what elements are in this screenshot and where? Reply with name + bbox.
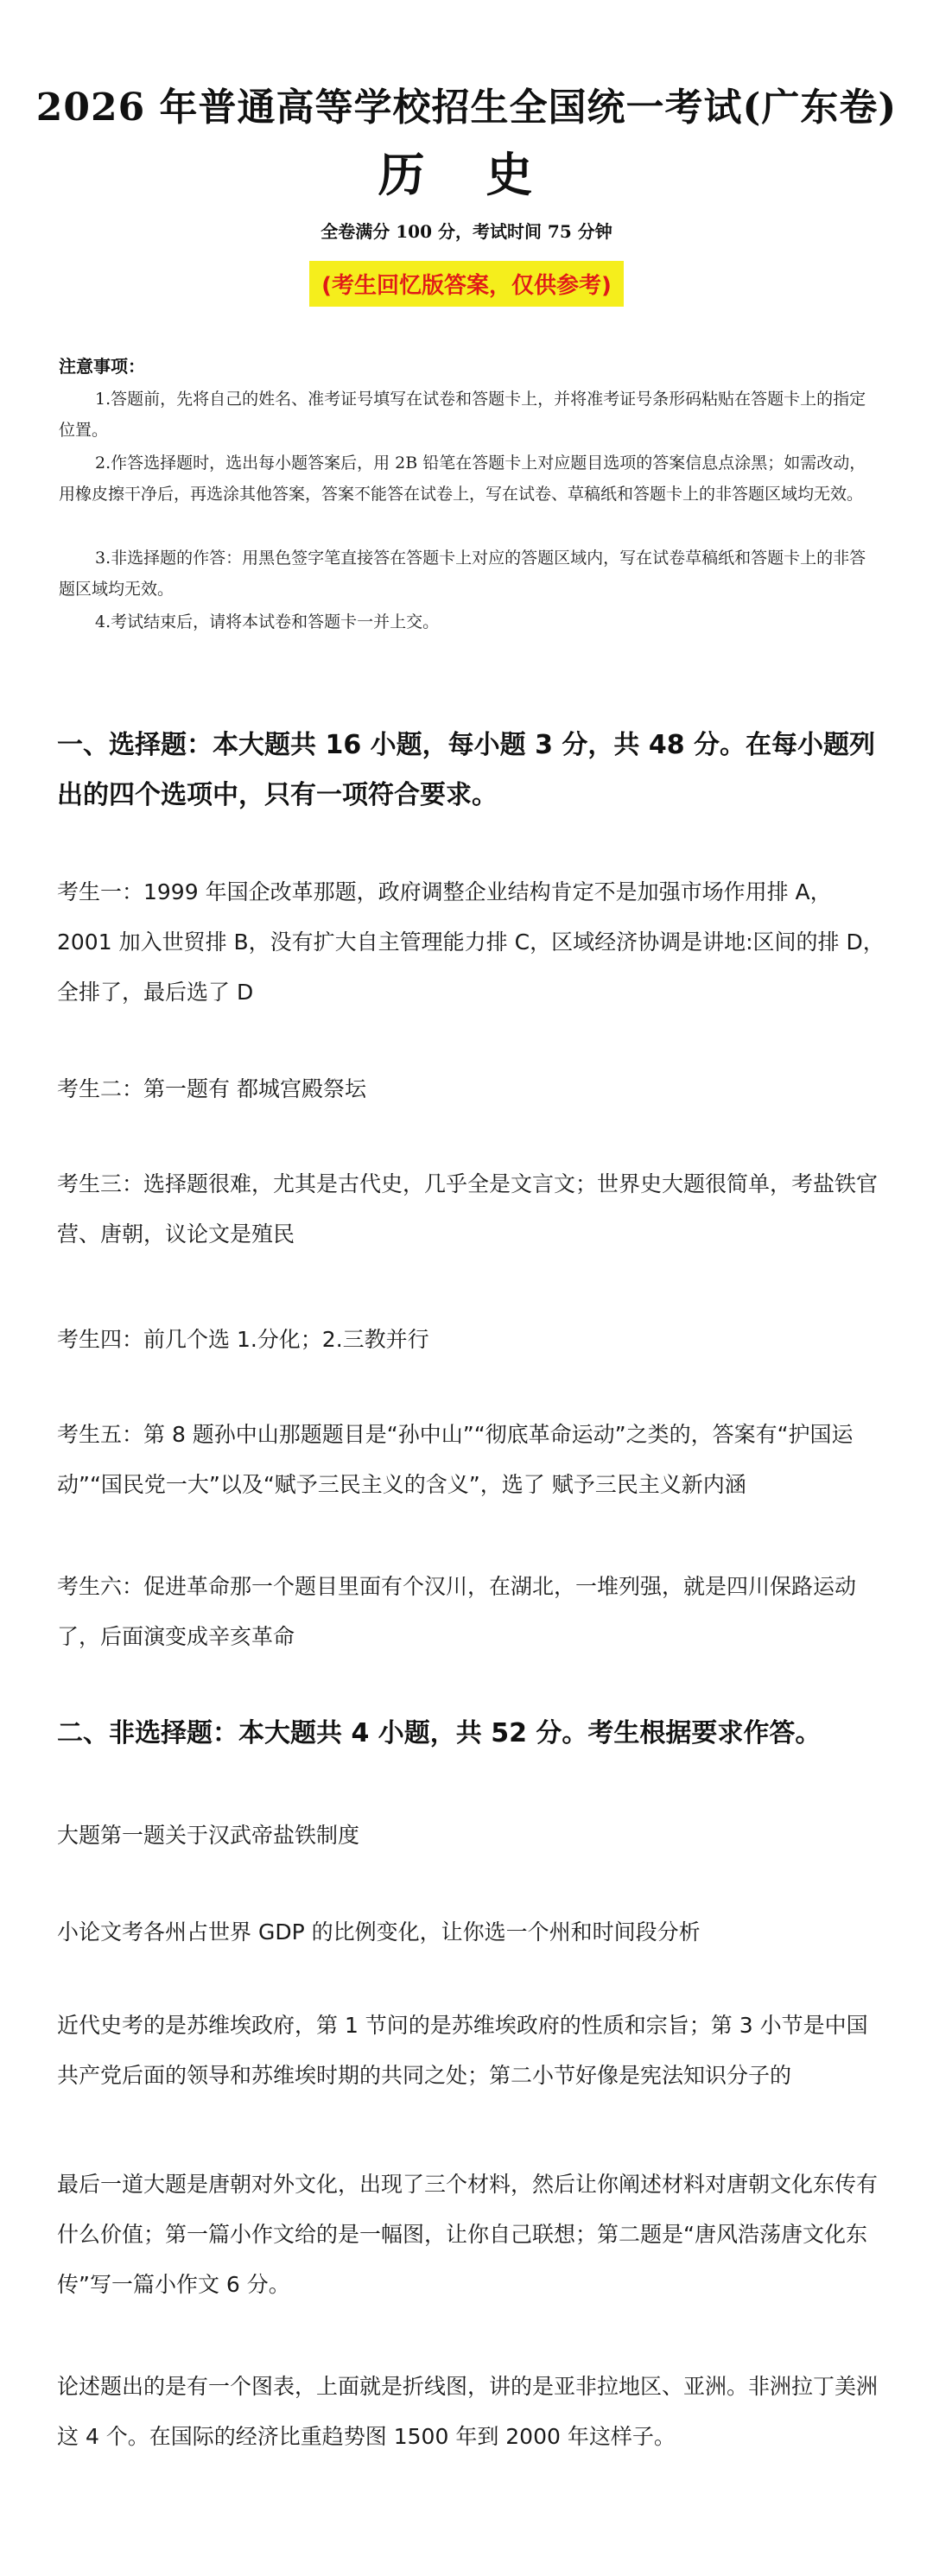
section-2-heading: 二、非选择题：本大题共 4 小题，共 52 分。考生根据要求作答。 <box>57 1718 822 1748</box>
note-item: 2.作答选择题时，选出每小题答案后，用 2B 铅笔在答题卡上对应题目选项的答案信息点涂黑；如需改动，用橡皮擦干净后，再选涂其他答案，答案不能答在试卷上，写在试卷、草稿纸和答题卡上的非答题区域均无效。 <box>59 454 866 504</box>
answer-item: 考生一：1999 年国企改革那题，政府调整企业结构肯定不是加强市场作用排 A，2001 加入世贸排 B，没有扩大自主管理能力排 C，区域经济协调是讲地:区间的排 D，全排了，最后选了 D <box>57 879 885 1005</box>
answer-item: 小论文考各州占世界 GDP 的比例变化，让你选一个州和时间段分析 <box>57 1919 701 1945</box>
answer-item: 最后一道大题是唐朝对外文化，出现了三个材料，然后让你阐述材料对唐朝文化东传有什么价值；第一篇小作文给的是一幅图，让你自己联想；第二题是“唐风浩荡唐文化东传”写一篇小作文 6 分。 <box>57 2172 879 2297</box>
answer-item: 考生四：前几个选 1.分化；2.三教并行 <box>57 1327 429 1352</box>
answer-item: 论述题出的是有一个图表，上面就是折线图，讲的是亚非拉地区、亚洲。非洲拉丁美洲这 4 个。在国际的经济比重趋势图 1500 年到 2000 年这样子。 <box>57 2374 879 2449</box>
answer-item: 考生六：促进革命那一个题目里面有个汉川，在湖北，一堆列强，就是四川保路运动了，后面演变成辛亥革命 <box>57 1574 857 1649</box>
score-line: 全卷满分 100 分，考试时间 75 分钟 <box>321 221 612 242</box>
exam-title: 2026 年普通高等学校招生全国统一考试(广东卷) <box>35 86 898 130</box>
answer-item: 考生五：第 8 题孙中山那题题目是“孙中山”“彻底革命运动”之类的，答案有“护国运动”“国民党一大”以及“赋予三民主义的含义”，选了 赋予三民主义新内涵 <box>57 1422 854 1497</box>
answer-item: 大题第一题关于汉武帝盐铁制度 <box>57 1823 360 1848</box>
note-item: 1.答题前，先将自己的姓名、准考证号填写在试卷和答题卡上，并将准考证号条形码粘贴在答题卡上的指定位置。 <box>59 390 866 440</box>
note-item: 4.考试结束后，请将本试卷和答题卡一并上交。 <box>95 612 440 631</box>
note-item: 3.非选择题的作答：用黑色签字笔直接答在答题卡上对应的答题区域内，写在试卷草稿纸和答题卡上的非答题区域均无效。 <box>59 549 866 599</box>
subject-title: 历 史 <box>378 147 555 202</box>
answer-item: 考生二：第一题有 都城宫殿祭坛 <box>57 1076 366 1101</box>
banner-wrap <box>0 261 933 307</box>
recall-banner: (考生回忆版答案，仅供参考) <box>309 261 624 307</box>
notes-heading: 注意事项： <box>59 356 145 377</box>
section-1-heading: 一、选择题：本大题共 16 小题，每小题 3 分，共 48 分。在每小题列出的四个选项中，只有一项符合要求。 <box>57 730 876 810</box>
answer-item: 考生三：选择题很难，尤其是古代史，几乎全是文言文；世界史大题很简单，考盐铁官营、唐朝，议论文是殖民 <box>57 1171 879 1247</box>
answer-item: 近代史考的是苏维埃政府，第 1 节问的是苏维埃政府的性质和宗旨；第 3 小节是中国共产党后面的领导和苏维埃时期的共同之处；第二小节好像是宪法知识分子的 <box>57 2013 868 2088</box>
